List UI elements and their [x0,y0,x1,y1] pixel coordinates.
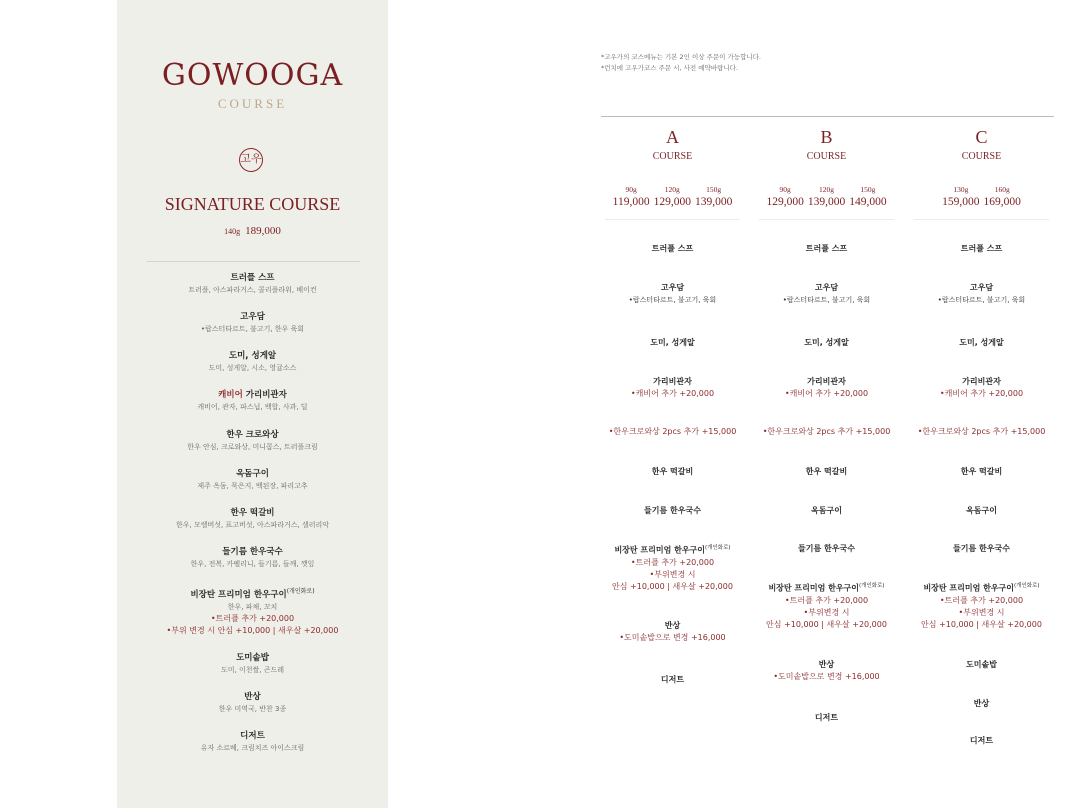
menu-item [755,465,898,478]
price-option [808,185,845,209]
menu-item-desc: 한우, 전복, 카펠리니, 들기름, 들깨, 깻잎 [190,560,315,568]
course-label: COURSE [652,151,693,162]
price-option [766,185,803,209]
menu-item-name: 도미솥밥 [966,660,997,669]
menu-item [910,375,1053,400]
menu-item [117,272,388,296]
course-letter: B [820,127,833,147]
price-value: 129,000 [653,196,691,208]
signature-panel [117,0,388,808]
menu-item-name: 고우담 [240,312,265,322]
price-weight: 130g [953,185,969,194]
menu-item [755,504,898,517]
menu-item-option: 안심 +10,000 | 새우살 +20,000 [612,581,733,591]
signature-weight: 140g [224,227,241,236]
menu-item-name: 트러플 스프 [230,273,275,283]
menu-item-option: •트러플 추가 +20,000 [210,613,295,623]
price-option [654,185,691,209]
menu-item-option: •캐비어 추가 +20,000 [784,389,869,398]
menu-item-name: 한우 크로와상 [226,430,279,440]
price-value: 139,000 [694,196,733,208]
menu-item-desc: 한우, 파채, 꼬치 [227,602,278,611]
menu-item-name: 옥돔구이 [811,506,842,515]
menu-item-name: 트러플 스프 [960,244,1003,253]
price-weight: 120g [819,185,834,194]
menu-item-desc: 도미, 성게알, 시소, 영귤소스 [208,364,297,372]
menu-item [117,691,388,715]
menu-item-option: •부위변경 시 [958,607,1005,617]
menu-item-note: (개인화로) [286,588,315,595]
menu-item [910,336,1053,349]
menu-item-option: 안심 +10,000 | 새우살 +20,000 [921,619,1042,629]
menu-item-accent: 캐비어 [218,390,243,400]
divider [147,261,360,262]
menu-item [601,619,744,644]
course-label: COURSE [961,151,1002,162]
menu-item [117,389,388,413]
menu-item [910,697,1053,710]
menu-item-name: 들기름 한우국수 [953,544,1010,553]
course-column-a [601,0,744,808]
menu-item [117,429,388,453]
menu-item [910,504,1053,517]
menu-item-name: 반상 [664,621,681,630]
menu-item [601,281,744,306]
menu-item [601,242,744,255]
menu-item [910,580,1053,631]
menu-item-name: 고우담 [814,283,839,292]
menu-item [117,585,388,637]
menu-item [117,546,388,570]
price-option [695,185,732,209]
menu-item-option: •부위 변경 시 안심 +10,000 | 새우살 +20,000 [166,625,339,635]
menu-item-desc: •랍스터타르트, 불고기, 한우 육회 [200,325,305,333]
menu-item-option: •한우크로와상 2pcs 추가 +15,000 [917,427,1046,436]
menu-item-name: 도미, 성게알 [228,351,277,361]
menu-item-name: 한우 떡갈비 [960,467,1003,476]
menu-item-desc: 유자 소르베, 크림치즈 아이스크림 [200,744,305,752]
menu-item-name: 반상 [973,699,990,708]
menu-item-note: (개인화로) [705,545,731,551]
menu-item-desc: 제주 옥돔, 묵은지, 백된장, 파리고추 [197,482,308,490]
menu-item [117,507,388,531]
course-column-b [755,0,898,808]
menu-item-option: •도미솥밥으로 변경 +16,000 [773,672,880,681]
price-weight: 150g [706,185,722,194]
menu-item [601,375,744,400]
menu-item [117,730,388,754]
menu-item-name: 반상 [818,660,835,669]
menu-item-name: 한우 떡갈비 [651,467,694,476]
menu-item-name: 들기름 한우국수 [644,506,701,515]
divider [914,219,1049,220]
menu-item-option: •부위변경 시 [803,607,850,617]
menu-item-option: •트러플 추가 +20,000 [630,557,715,567]
seal-icon: 고우 [239,148,263,172]
menu-item [910,281,1053,306]
price-option [942,185,979,209]
menu-item-name: 고우담 [969,283,994,292]
menu-item-name: 디저트 [660,675,685,684]
menu-item-desc: 도미, 이천쌀, 곤드레 [221,666,284,674]
course-prices [910,185,1053,209]
menu-item [755,658,898,683]
menu-item-name: 가리비관자 [807,377,846,386]
menu-item-option: •부위변경 시 [649,569,696,579]
menu-item [117,468,388,492]
price-option [613,185,650,209]
brand-logo: GOWOOGA [161,58,344,93]
menu-item-name: 가리비관자 [962,377,1001,386]
menu-item [910,734,1053,747]
note-line: *고우가의 코스메뉴는 기본 2인 이상 주문이 가능합니다. [601,53,761,61]
menu-item-option: •한우크로와상 2pcs 추가 +15,000 [608,427,737,436]
menu-item-name: 한우 떡갈비 [230,508,275,518]
menu-item-name: 비장탄 프리미엄 한우구이$^{(개인화로)}$ [614,545,731,555]
menu-item-desc: 한우 미역국, 반찬 3종 [218,705,287,713]
menu-item-desc: •랍스터타르트, 불고기, 육회 [628,296,717,304]
price-option [984,185,1021,209]
menu-item [755,542,898,555]
price-weight: 90g [625,185,637,194]
menu-item-name: 트러플 스프 [651,244,694,253]
price-value: 129,000 [766,196,804,208]
menu-item-option: •한우크로와상 2pcs 추가 +15,000 [762,427,891,436]
course-column-c [910,0,1053,808]
price-value: 119,000 [612,196,650,208]
divider [605,219,740,220]
menu-item-desc: •랍스터타르트, 불고기, 육회 [782,296,871,304]
menu-item-name: 한우 떡갈비 [805,467,848,476]
menu-item [755,711,898,724]
menu-item [755,281,898,306]
signature-price-value: 189,000 [245,225,281,237]
menu-item-option: •트러플 추가 +20,000 [939,595,1024,605]
menu-item-name: 도미, 성게알 [804,338,849,347]
price-option [849,185,886,209]
course-letter: A [666,127,679,147]
price-weight: 150g [860,185,876,194]
menu-item-option: 안심 +10,000 | 새우살 +20,000 [766,619,887,629]
price-weight: 120g [664,185,680,194]
menu-item-name: 트러플 스프 [805,244,848,253]
menu-item-name: 도미솥밥 [236,653,269,663]
price-weight: 90g [779,185,791,194]
menu-item-name: 고우담 [660,283,685,292]
menu-item [601,336,744,349]
menu-item-option: •캐비어 추가 +20,000 [939,389,1024,398]
menu-item-name: 옥돔구이 [966,506,997,515]
menu-item-option: •도미솥밥으로 변경 +16,000 [619,633,726,642]
menu-item [910,426,1053,438]
menu-item-name: 비장탄 프리미엄 한우구이$^{(개인화로)}$ [923,583,1040,593]
menu-item-name: 옥돔구이 [236,469,269,479]
menu-item-name: 디저트 [240,731,265,741]
menu-item [117,311,388,335]
menu-item [910,542,1053,555]
menu-item [601,542,744,593]
menu-item-option: •캐비어 추가 +20,000 [630,389,715,398]
menu-item-desc: 한우, 모렐버섯, 표고버섯, 아스파라거스, 샐러리악 [175,521,330,529]
menu-item [601,673,744,686]
menu-item-note: (개인화로) [1014,583,1040,589]
menu-item-name: 캐비어 가리비관자 [218,390,287,400]
price-value: 159,000 [942,196,980,208]
menu-item [601,504,744,517]
course-prices [601,185,744,209]
divider [759,219,894,220]
menu-item-name: 가리비관자 [653,377,692,386]
menu-item-name: 디저트 [814,713,839,722]
brand-subtitle: COURSE [217,96,288,111]
menu-item-name: 비장탄 프리미엄 한우구이$^{(개인화로)}$ [768,583,885,593]
menu-item [910,242,1053,255]
price-value: 139,000 [807,196,846,208]
price-value: 149,000 [849,196,887,208]
menu-item [601,465,744,478]
menu-item-option: •트러플 추가 +20,000 [784,595,869,605]
course-prices [755,185,898,209]
signature-price [117,225,388,237]
menu-item-name: 디저트 [969,736,994,745]
menu-item [601,426,744,438]
signature-title: SIGNATURE COURSE [164,194,341,214]
course-letter: C [975,127,988,147]
course-label: COURSE [806,151,847,162]
note-line: *런치에 고우가코스 주문 시, 사전 예약바랍니다. [601,64,739,72]
menu-item-name: 들기름 한우국수 [798,544,855,553]
menu-item [755,375,898,400]
menu-item-name: 들기름 한우국수 [222,547,283,557]
menu-item-name: 비장탄 프리미엄 한우구이$^{(개인화로)}$ [190,588,315,600]
menu-item-desc: 트러플, 아스파라거스, 콜리플라워, 베이컨 [188,286,317,294]
menu-item-note: (개인화로) [859,583,885,589]
menu-item [755,426,898,438]
menu-item-desc: 캐비어, 관자, 파스닙, 백합, 사과, 딜 [197,403,308,411]
menu-item [910,658,1053,671]
menu-item [755,336,898,349]
menu-item-desc: 한우 안심, 크로와상, 미니콥스, 트러플크림 [187,443,318,451]
menu-item [117,652,388,676]
menu-item-name: 도미, 성게알 [650,338,695,347]
menu-item-desc: •랍스터타르트, 불고기, 육회 [937,296,1026,304]
menu-item [910,465,1053,478]
menu-item [117,350,388,374]
price-weight: 160g [994,185,1010,194]
menu-item-name: 도미, 성게알 [959,338,1004,347]
menu-item [755,580,898,631]
menu-item [755,242,898,255]
menu-item-name: 반상 [244,692,261,702]
price-value: 169,000 [983,196,1021,208]
